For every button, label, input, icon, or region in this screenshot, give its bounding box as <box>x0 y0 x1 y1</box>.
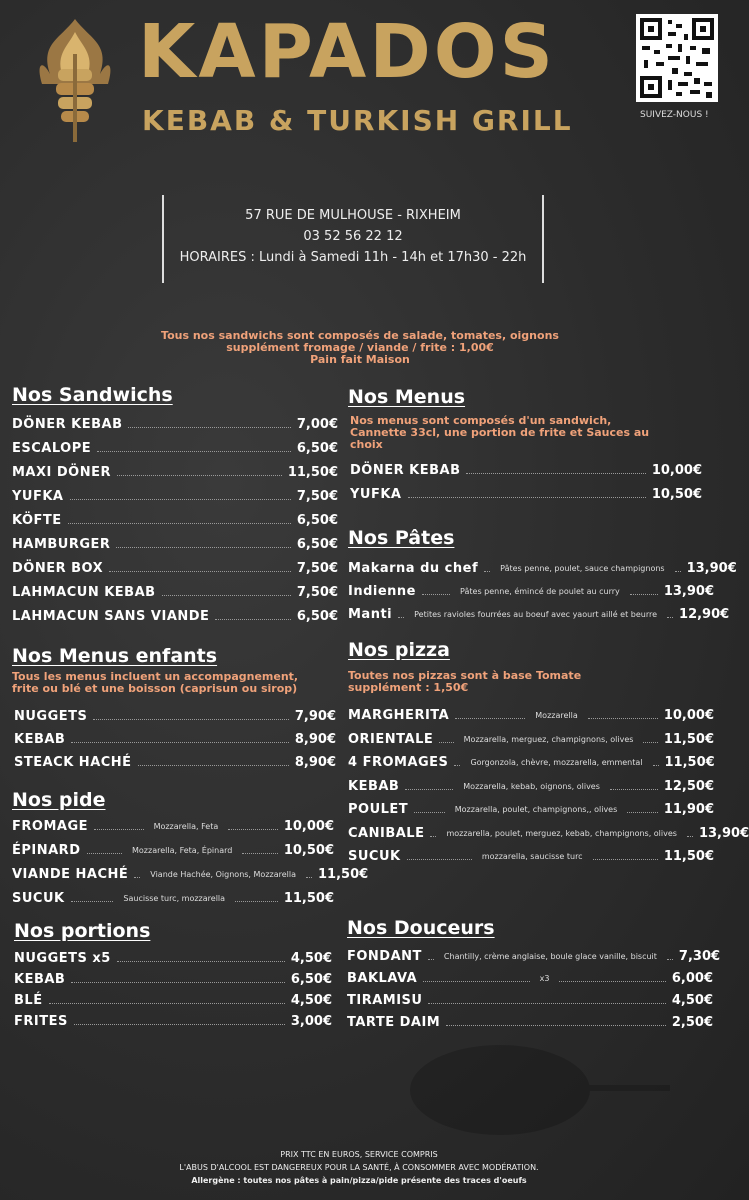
item-price: 8,90€ <box>294 732 336 747</box>
item-name: SUCUK <box>12 891 65 906</box>
leader-dots <box>94 829 144 830</box>
note-line: supplément : 1,50€ <box>348 681 469 694</box>
leader-dots <box>116 547 290 548</box>
leader-dots <box>49 1003 285 1004</box>
leader-dots <box>235 901 278 902</box>
item-price: 10,00€ <box>283 819 334 834</box>
leader-dots <box>653 765 659 766</box>
item-name: ESCALOPE <box>12 441 92 456</box>
item-name: YUFKA <box>350 487 402 502</box>
leader-dots <box>117 961 285 962</box>
item-name: KEBAB <box>14 972 66 987</box>
section-title-enfants: Nos Menus enfants <box>12 645 218 667</box>
item-description: Mozzarella, Feta <box>153 822 219 831</box>
item-name: LAHMACUN KEBAB <box>12 585 156 600</box>
item-price: 11,50€ <box>283 891 335 906</box>
item-description: Pâtes penne, poulet, sauce champignons <box>500 564 665 573</box>
leader-dots <box>138 765 289 766</box>
item-name: STEACK HACHÉ <box>14 755 132 770</box>
item-price: 7,50€ <box>296 489 338 504</box>
brand-subtitle: KEBAB & TURKISH GRILL <box>142 104 573 137</box>
footer-line: L'ABUS D'ALCOOL EST DANGEREUX POUR LA SANTÉ, À CONSOMMER AVEC MODÉRATION. <box>179 1163 539 1172</box>
section-title-pizza: Nos pizza <box>348 639 450 661</box>
item-description: Mozzarella <box>535 711 578 720</box>
item-description: x3 <box>539 974 550 983</box>
menu-item <box>12 438 338 456</box>
item-description: Pâtes penne, émincé de poulet au curry <box>460 587 620 596</box>
item-name: NUGGETS x5 <box>14 951 111 966</box>
footer-line: Allergène : toutes nos pâtes à pain/pizza/pide présente des traces d'oeufs <box>191 1176 527 1185</box>
menu-item <box>12 582 338 600</box>
item-name: TIRAMISU <box>347 993 423 1008</box>
menu-item <box>348 558 737 576</box>
item-name: POULET <box>348 802 409 817</box>
leader-dots <box>117 475 282 476</box>
item-name: DÖNER KEBAB <box>350 463 461 478</box>
menu-item <box>12 864 369 882</box>
leader-dots <box>97 451 291 452</box>
item-price: 11,50€ <box>663 849 715 864</box>
menu-item <box>350 484 702 502</box>
note-line: Tous les menus incluent un accompagnement, <box>12 670 299 683</box>
leader-dots <box>610 789 658 790</box>
leader-dots <box>667 959 673 960</box>
item-price: 6,00€ <box>671 971 714 986</box>
menu-item <box>12 462 338 480</box>
pizza-note <box>348 670 581 694</box>
menu-item <box>12 816 334 834</box>
item-description: mozzarella, saucisse turc <box>481 852 583 861</box>
item-name: VIANDE HACHÉ <box>12 867 129 882</box>
section-title-douceurs: Nos Douceurs <box>347 917 495 939</box>
menu-item <box>348 752 714 770</box>
item-description: Mozzarella, kebab, oignons, olives <box>463 781 600 791</box>
menu-item <box>348 604 730 622</box>
item-name: ORIENTALE <box>348 731 434 747</box>
item-description: Gorgonzola, chèvre, mozzarella, emmental <box>470 758 643 767</box>
item-price: 7,50€ <box>296 561 338 576</box>
leader-dots <box>87 853 123 854</box>
menus-note <box>350 415 649 451</box>
item-price: 12,90€ <box>679 607 730 622</box>
leader-dots <box>627 812 658 813</box>
item-price: 6,50€ <box>296 609 338 624</box>
item-name: Indienne <box>348 584 416 599</box>
menu-item <box>348 705 714 723</box>
section-title-pates: Nos Pâtes <box>348 527 455 549</box>
notice-line: supplément fromage / viande / frite : 1,00€ <box>226 341 494 354</box>
leader-dots <box>423 981 529 982</box>
leader-dots <box>428 1003 665 1004</box>
leader-dots <box>398 617 404 618</box>
item-description: Chantilly, crème anglaise, boule glace vanille, biscuit <box>443 952 657 961</box>
menu-item <box>12 888 334 906</box>
leader-dots <box>454 765 460 766</box>
leader-dots <box>162 595 291 596</box>
leader-dots <box>630 594 658 595</box>
item-name: 4 FROMAGES <box>348 755 449 770</box>
item-name: BAKLAVA <box>347 971 418 986</box>
item-price: 7,90€ <box>294 709 336 724</box>
item-name: KÖFTE <box>12 513 62 528</box>
sandwich-notice <box>150 330 570 366</box>
info-box <box>162 195 544 283</box>
leader-dots <box>667 617 673 618</box>
note-line: frite ou blé et une boisson (caprisun ou sirop) <box>12 682 298 695</box>
leader-dots <box>675 571 681 572</box>
item-description: mozzarella, poulet, merguez, kebab, champignons, olives <box>446 828 677 838</box>
leader-dots <box>215 619 290 620</box>
leader-dots <box>588 718 658 719</box>
menu-item <box>348 846 714 864</box>
leader-dots <box>242 853 278 854</box>
notice-line: Tous nos sandwichs sont composés de salade, tomates, oignons <box>161 329 559 342</box>
item-price: 6,50€ <box>296 537 338 552</box>
footer <box>0 1148 718 1187</box>
item-price: 11,50€ <box>663 731 715 747</box>
enfants-note <box>12 671 298 695</box>
item-price: 4,50€ <box>671 993 713 1008</box>
section-title-sandwichs: Nos Sandwichs <box>12 384 173 406</box>
menu-item <box>348 581 714 599</box>
item-name: FROMAGE <box>12 819 88 834</box>
leader-dots <box>74 1024 285 1025</box>
menu-item <box>14 706 336 724</box>
menu-item <box>347 968 713 986</box>
leader-dots <box>407 859 472 860</box>
item-price: 4,50€ <box>290 951 332 966</box>
item-price: 6,50€ <box>290 972 332 987</box>
item-price: 7,30€ <box>678 949 721 964</box>
leader-dots <box>414 812 445 813</box>
leader-dots <box>228 829 278 830</box>
item-description: Viande Hachée, Oignons, Mozzarella <box>150 870 296 879</box>
leader-dots <box>466 473 645 474</box>
qr-code-icon[interactable] <box>636 14 718 102</box>
item-price: 7,00€ <box>296 417 338 432</box>
item-price: 10,00€ <box>663 708 714 723</box>
menu-item <box>347 946 721 964</box>
item-price: 13,90€ <box>663 584 714 599</box>
menu-item <box>348 799 714 817</box>
item-name: ÉPINARD <box>12 843 81 858</box>
menu-item <box>14 990 332 1008</box>
leader-dots <box>70 499 291 500</box>
item-price: 8,90€ <box>294 755 336 770</box>
item-name: HAMBURGER <box>12 537 111 552</box>
menu-item <box>350 460 702 478</box>
qr-label: SUIVEZ-NOUS ! <box>640 110 709 120</box>
item-description: Petites ravioles fourrées au boeuf avec yaourt aillé et beurre <box>414 610 658 619</box>
leader-dots <box>559 981 665 982</box>
section-title-menus: Nos Menus <box>348 386 466 408</box>
menu-item <box>12 510 338 528</box>
leader-dots <box>68 523 291 524</box>
leader-dots <box>134 877 140 878</box>
item-price: 2,50€ <box>671 1015 713 1030</box>
leader-dots <box>439 742 453 743</box>
menu-item <box>347 1012 713 1030</box>
menu-item <box>12 414 338 432</box>
menu-item <box>12 606 338 624</box>
item-price: 4,50€ <box>290 993 332 1008</box>
item-name: YUFKA <box>12 489 64 504</box>
leader-dots <box>109 571 291 572</box>
item-name: BLÉ <box>14 993 43 1008</box>
item-name: MAXI DÖNER <box>12 465 111 480</box>
notice-line: Pain fait Maison <box>310 353 410 366</box>
section-title-portions: Nos portions <box>14 920 151 942</box>
leader-dots <box>408 497 646 498</box>
brand-title: KAPADOS <box>138 9 556 95</box>
leader-dots <box>687 836 693 837</box>
item-name: FONDANT <box>347 949 422 964</box>
note-line: Cannette 33cl, une portion de frite et Sauces au <box>350 426 650 439</box>
leader-dots <box>71 742 289 743</box>
note-line: choix <box>350 438 383 451</box>
note-line: Nos menus sont composés d'un sandwich, <box>350 414 612 427</box>
leader-dots <box>484 571 490 572</box>
menu-item <box>14 1011 332 1029</box>
menu-item <box>348 776 714 794</box>
item-description: Mozzarella, merguez, champignons, olives <box>463 734 634 744</box>
menu-item <box>14 752 336 770</box>
item-price: 6,50€ <box>296 513 338 528</box>
leader-dots <box>71 982 285 983</box>
menu-item <box>12 558 338 576</box>
leader-dots <box>422 594 450 595</box>
menu-item <box>14 729 336 747</box>
item-name: MARGHERITA <box>348 708 450 723</box>
leader-dots <box>71 901 114 902</box>
menu-item <box>12 486 338 504</box>
menu-item <box>14 948 332 966</box>
item-price: 10,50€ <box>651 487 702 502</box>
leader-dots <box>405 789 453 790</box>
leader-dots <box>593 859 658 860</box>
menu-item <box>348 823 749 841</box>
item-price: 11,50€ <box>287 465 338 480</box>
item-price: 13,90€ <box>698 825 749 841</box>
item-description: Mozzarella, poulet, champignons,, olives <box>454 805 618 814</box>
note-line: Toutes nos pizzas sont à base Tomate <box>348 669 582 682</box>
leader-dots <box>455 718 525 719</box>
leader-dots <box>428 959 434 960</box>
item-price: 7,50€ <box>296 585 338 600</box>
item-price: 11,50€ <box>318 867 369 882</box>
item-price: 11,90€ <box>663 802 715 817</box>
item-price: 6,50€ <box>296 441 338 456</box>
item-name: DÖNER BOX <box>12 561 104 576</box>
leader-dots <box>93 719 288 720</box>
item-description: Saucisse turc, mozzarella <box>123 894 226 903</box>
menu-item <box>348 729 714 747</box>
item-price: 10,00€ <box>651 463 702 478</box>
item-name: SUCUK <box>348 849 401 864</box>
menu-item <box>347 990 713 1008</box>
hours: HORAIRES : Lundi à Samedi 11h - 14h et 17h30 - 22h <box>179 250 527 265</box>
item-name: FRITES <box>14 1014 68 1029</box>
phone: 03 52 56 22 12 <box>303 229 403 244</box>
item-price: 3,00€ <box>290 1014 332 1029</box>
section-title-pide: Nos pide <box>12 789 106 811</box>
item-name: KEBAB <box>348 778 400 794</box>
item-name: DÖNER KEBAB <box>12 417 123 432</box>
kebab-shadow-icon <box>380 1030 680 1150</box>
leader-dots <box>446 1025 666 1026</box>
item-name: TARTE DAIM <box>347 1015 441 1030</box>
leader-dots <box>128 427 290 428</box>
item-price: 12,50€ <box>663 778 714 794</box>
item-price: 10,50€ <box>283 843 335 858</box>
item-name: KEBAB <box>14 732 66 747</box>
item-name: NUGGETS <box>14 709 88 724</box>
menu-item <box>12 534 338 552</box>
leader-dots <box>430 836 436 837</box>
item-name: Manti <box>348 607 393 622</box>
menu-item <box>14 969 332 987</box>
leader-dots <box>306 877 312 878</box>
leader-dots <box>643 742 657 743</box>
item-name: Makarna du chef <box>348 561 479 576</box>
item-name: CANIBALE <box>348 825 425 841</box>
item-price: 11,50€ <box>664 755 715 770</box>
item-price: 13,90€ <box>686 561 737 576</box>
item-name: LAHMACUN SANS VIANDE <box>12 609 210 624</box>
footer-line: PRIX TTC EN EUROS, SERVICE COMPRIS <box>280 1150 438 1159</box>
address: 57 RUE DE MULHOUSE - RIXHEIM <box>245 208 461 223</box>
menu-item <box>12 840 334 858</box>
kebab-flame-icon <box>30 14 120 144</box>
item-description: Mozzarella, Feta, Épinard <box>132 846 233 855</box>
